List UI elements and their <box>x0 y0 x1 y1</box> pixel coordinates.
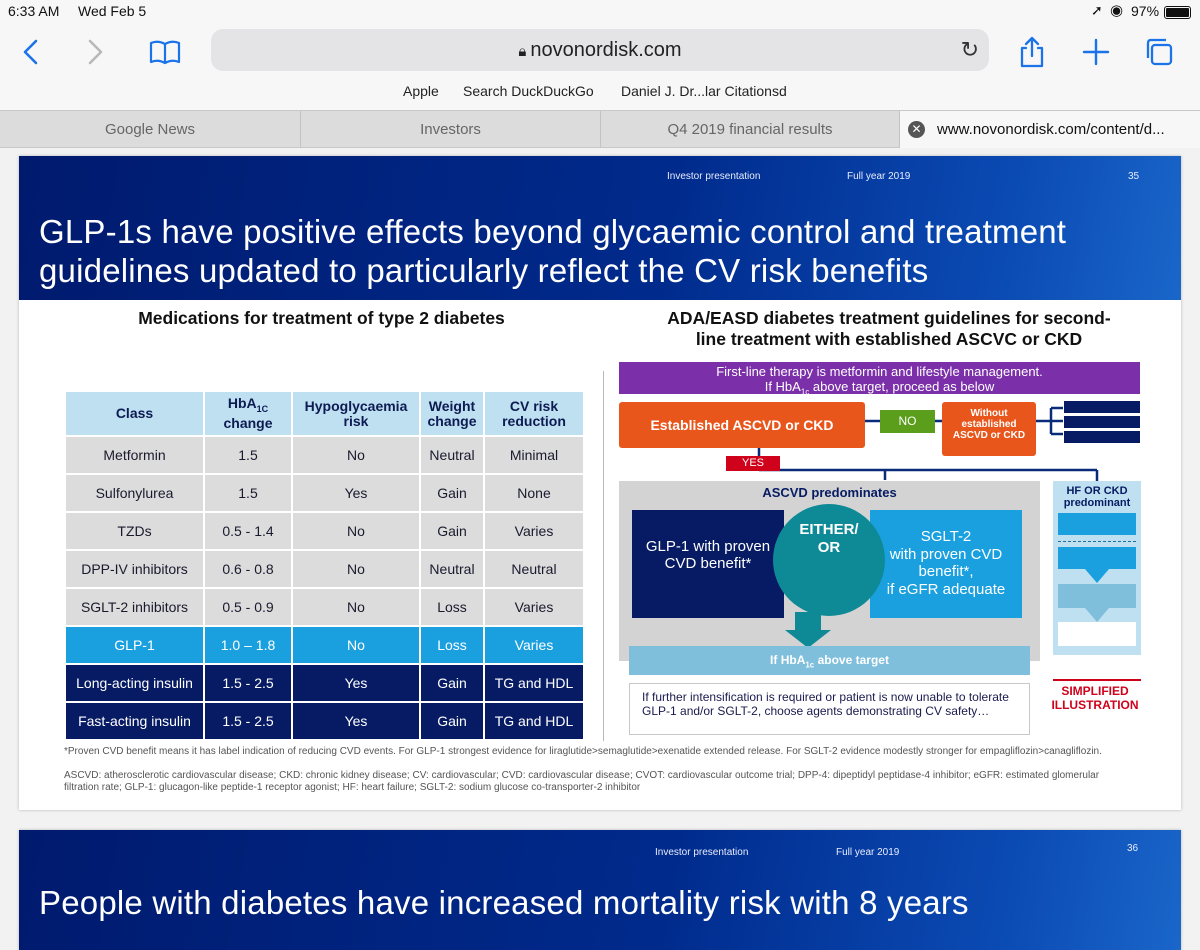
sglt2-line-2: with proven CVD <box>889 545 1003 563</box>
status-time: 6:33 AM <box>8 3 60 19</box>
sglt2-line-3: benefit*, <box>918 563 974 580</box>
hf-ckd-step <box>1058 513 1136 535</box>
cell-class: TZDs <box>65 512 204 550</box>
cell-hba1c: 1.5 - 2.5 <box>204 702 292 740</box>
sglt2-option-box <box>870 510 1022 618</box>
tab-label: Google News <box>104 121 196 138</box>
cell-weight: Loss <box>420 588 484 626</box>
hf-ckd-label: HF OR CKD predominant <box>1063 485 1131 509</box>
header-investor-presentation: Investor presentation <box>655 847 749 858</box>
first-line-hba-sub: 1c <box>800 387 810 397</box>
bookmark-duckduckgo[interactable]: Search DuckDuckGo <box>463 83 594 99</box>
sglt2-line-1: SGLT-2 <box>920 528 972 545</box>
cell-weight: Gain <box>420 702 484 740</box>
cell-hypo: Yes <box>292 664 420 702</box>
cell-hypo: No <box>292 512 420 550</box>
first-line-text-1: First-line therapy is metformin and lifestyle management. <box>716 364 1043 379</box>
battery-icon <box>1164 6 1191 19</box>
down-arrow-icon <box>1081 569 1113 583</box>
down-arrow-icon <box>1081 608 1113 622</box>
status-bar <box>0 0 1200 24</box>
cell-class: Metformin <box>65 436 204 474</box>
table-row-highlight <box>65 626 584 664</box>
col-header-hba1c <box>204 391 292 436</box>
tab-google-news[interactable] <box>0 111 301 148</box>
cell-weight: Neutral <box>420 550 484 588</box>
cell-class: DPP-IV inhibitors <box>65 550 204 588</box>
slide-header <box>19 830 1181 950</box>
table-row <box>65 664 584 702</box>
cell-class: Long-acting insulin <box>65 664 204 702</box>
cell-cv: TG and HDL <box>484 702 584 740</box>
cell-class: Fast-acting insulin <box>65 702 204 740</box>
slide-36 <box>19 830 1181 950</box>
cell-weight: Gain <box>420 512 484 550</box>
table-row <box>65 550 584 588</box>
slide-page-number: 36 <box>1127 843 1139 854</box>
further-intensification-box: If further intensification is required or patient is now unable to tolerate GLP-1 and/or SGLT-2, choose agents demonstrating CV safety… <box>629 683 1030 735</box>
bookmarks-icon[interactable] <box>147 34 183 70</box>
table-header-row <box>65 391 584 436</box>
cell-hypo: No <box>292 436 420 474</box>
cell-hba1c: 0.5 - 0.9 <box>204 588 292 626</box>
yes-label: YES <box>726 456 780 471</box>
table-row <box>65 474 584 512</box>
left-section-title: Medications for treatment of type 2 diabetes <box>138 308 505 328</box>
table-row <box>65 512 584 550</box>
hf-ckd-step <box>1058 622 1136 646</box>
cell-hba1c: 1.5 <box>204 436 292 474</box>
col-header-weight: Weight change <box>420 391 484 436</box>
cell-class: SGLT-2 inhibitors <box>65 588 204 626</box>
either-or-circle: EITHER/ OR <box>773 504 885 616</box>
address-bar[interactable] <box>211 29 989 71</box>
slide-header <box>19 156 1181 300</box>
back-icon[interactable] <box>14 34 50 70</box>
col-header-class: Class <box>65 391 204 436</box>
if-hba1c-above-target-bar <box>629 646 1030 675</box>
cell-cv: TG and HDL <box>484 664 584 702</box>
header-full-year: Full year 2019 <box>836 847 900 858</box>
status-date: Wed Feb 5 <box>78 3 147 19</box>
cell-weight: Gain <box>420 664 484 702</box>
cell-class: Sulfonylurea <box>65 474 204 512</box>
col-header-hypoglycaemia: Hypoglycaemia risk <box>292 391 420 436</box>
url-text: novonordisk.com <box>530 39 682 61</box>
established-ascvd-box: Established ASCVD or CKD <box>619 402 865 448</box>
header-investor-presentation: Investor presentation <box>667 171 761 182</box>
bookmark-apple[interactable]: Apple <box>403 83 439 99</box>
slide-35 <box>19 156 1181 810</box>
tab-bar <box>0 110 1200 148</box>
if-hba1c-target: above target <box>814 653 889 667</box>
medications-table <box>64 390 585 741</box>
lock-icon: 🔒︎ <box>518 43 527 60</box>
cell-hba1c: 0.6 - 0.8 <box>204 550 292 588</box>
either-arrow-shaft <box>795 612 821 632</box>
cell-hypo: No <box>292 550 420 588</box>
hf-ckd-divider <box>1058 541 1136 542</box>
glp1-option-box: GLP-1 with proven CVD benefit* <box>632 510 784 618</box>
right-section-title <box>619 308 1159 350</box>
cell-cv: Varies <box>484 626 584 664</box>
simplified-illustration-label: SIMPLIFIED ILLUSTRATION <box>1051 684 1139 712</box>
hba1c-base: HbA <box>227 394 257 411</box>
table-row <box>65 702 584 740</box>
if-hba1c-text: If HbA <box>770 653 806 667</box>
hba1c-sub: 1C <box>256 403 269 414</box>
tab-label: Investors <box>420 121 481 138</box>
favorites-bar <box>0 82 1200 110</box>
cell-hypo: Yes <box>292 474 420 512</box>
cell-hba1c: 1.5 <box>204 474 292 512</box>
tab-label: www.novonordisk.com/content/d... <box>937 121 1165 138</box>
location-icon: ➚ <box>1091 2 1103 18</box>
without-ascvd-box: Without established ASCVD or CKD <box>942 402 1036 456</box>
share-icon[interactable] <box>1014 34 1050 70</box>
first-line-target-text: above target, proceed as below <box>809 379 995 394</box>
simplified-rule <box>1053 679 1141 681</box>
reload-icon[interactable]: ↻ <box>960 37 979 62</box>
tab-label: Q4 2019 financial results <box>667 121 833 138</box>
hf-ckd-step <box>1058 584 1136 608</box>
without-option-bar <box>1064 431 1140 443</box>
col-header-cv-risk: CV risk reduction <box>484 391 584 436</box>
cell-hba1c: 1.0 – 1.8 <box>204 626 292 664</box>
slide-title-line-2: guidelines updated to particularly reflect the CV risk benefits <box>39 252 929 289</box>
table-row <box>65 436 584 474</box>
cell-weight: Neutral <box>420 436 484 474</box>
slide-page-number: 35 <box>1128 171 1140 182</box>
cell-hba1c: 0.5 - 1.4 <box>204 512 292 550</box>
new-tab-icon[interactable] <box>1078 34 1114 70</box>
footnote-abbreviations: ASCVD: atherosclerotic cardiovascular disease; CKD: chronic kidney disease; CV: cardiovascular; CVD: cardiovascular disease; CVOT: cardiovascular outcome trial; DPP-4: dipeptidyl peptidase-4 inhibitor; eGFR: estimated glomerular filtration rate; GLP-1: glucagon-like peptide-1 receptor agonist; HF: heart failure; SGLT-2: sodium glucose co-transporter-2 inhibitor <box>64 770 1100 793</box>
cell-hba1c: 1.5 - 2.5 <box>204 664 292 702</box>
cell-hypo: No <box>292 626 420 664</box>
slide-title-line-1: GLP-1s have positive effects beyond glycaemic control and treatment <box>39 213 1067 250</box>
without-option-bar <box>1064 416 1140 428</box>
browser-toolbar <box>0 24 1200 82</box>
cell-weight: Loss <box>420 626 484 664</box>
cell-hypo: No <box>292 588 420 626</box>
sglt2-line-4: if eGFR adequate <box>886 580 1006 598</box>
wifi-icon: ◉ <box>1110 2 1124 19</box>
without-option-bar <box>1064 401 1140 413</box>
cell-cv: None <box>484 474 584 512</box>
right-title-line-1: ADA/EASD diabetes treatment guidelines for second- <box>667 308 1111 328</box>
close-tab-icon[interactable]: ✕ <box>908 121 925 138</box>
tabs-overview-icon[interactable] <box>1142 34 1178 70</box>
cell-cv: Neutral <box>484 550 584 588</box>
cell-cv: Minimal <box>484 436 584 474</box>
right-title-line-2: line treatment with established ASCVC or CKD <box>695 329 1083 349</box>
hf-ckd-step <box>1058 547 1136 569</box>
slide-title: People with diabetes have increased mortality risk with 8 years <box>39 884 969 921</box>
first-line-therapy-box <box>619 362 1140 397</box>
cell-hypo: Yes <box>292 702 420 740</box>
if-hba1c-sub: 1c <box>805 660 815 670</box>
cell-cv: Varies <box>484 512 584 550</box>
tab-q4-results[interactable] <box>601 111 900 148</box>
battery-percent: 97% <box>1131 3 1160 19</box>
section-divider <box>603 371 604 741</box>
tab-investors[interactable] <box>301 111 601 148</box>
cell-weight: Gain <box>420 474 484 512</box>
cell-cv: Varies <box>484 588 584 626</box>
footnote-cvd: *Proven CVD benefit means it has label indication of reducing CVD events. For GLP-1 strongest evidence for liraglutide>semaglutide>exenatide extended release. For SGLT-2 evidence modestly stronger for empagliflozin>canagliflozin. <box>64 746 1102 757</box>
table-row <box>65 588 584 626</box>
forward-icon[interactable] <box>77 34 113 70</box>
cell-class: GLP-1 <box>65 626 204 664</box>
first-line-hba-text: If HbA <box>764 379 801 394</box>
tab-novonordisk-content[interactable] <box>900 111 1200 148</box>
hba1c-rest: change <box>223 415 273 432</box>
ascvd-predominates-label: ASCVD predominates <box>762 485 897 500</box>
bookmark-citations[interactable]: Daniel J. Dr...lar Citationsd <box>621 83 787 99</box>
page-content <box>0 148 1200 921</box>
no-label: NO <box>880 410 935 433</box>
header-full-year: Full year 2019 <box>847 171 911 182</box>
slide-title <box>39 212 1179 290</box>
